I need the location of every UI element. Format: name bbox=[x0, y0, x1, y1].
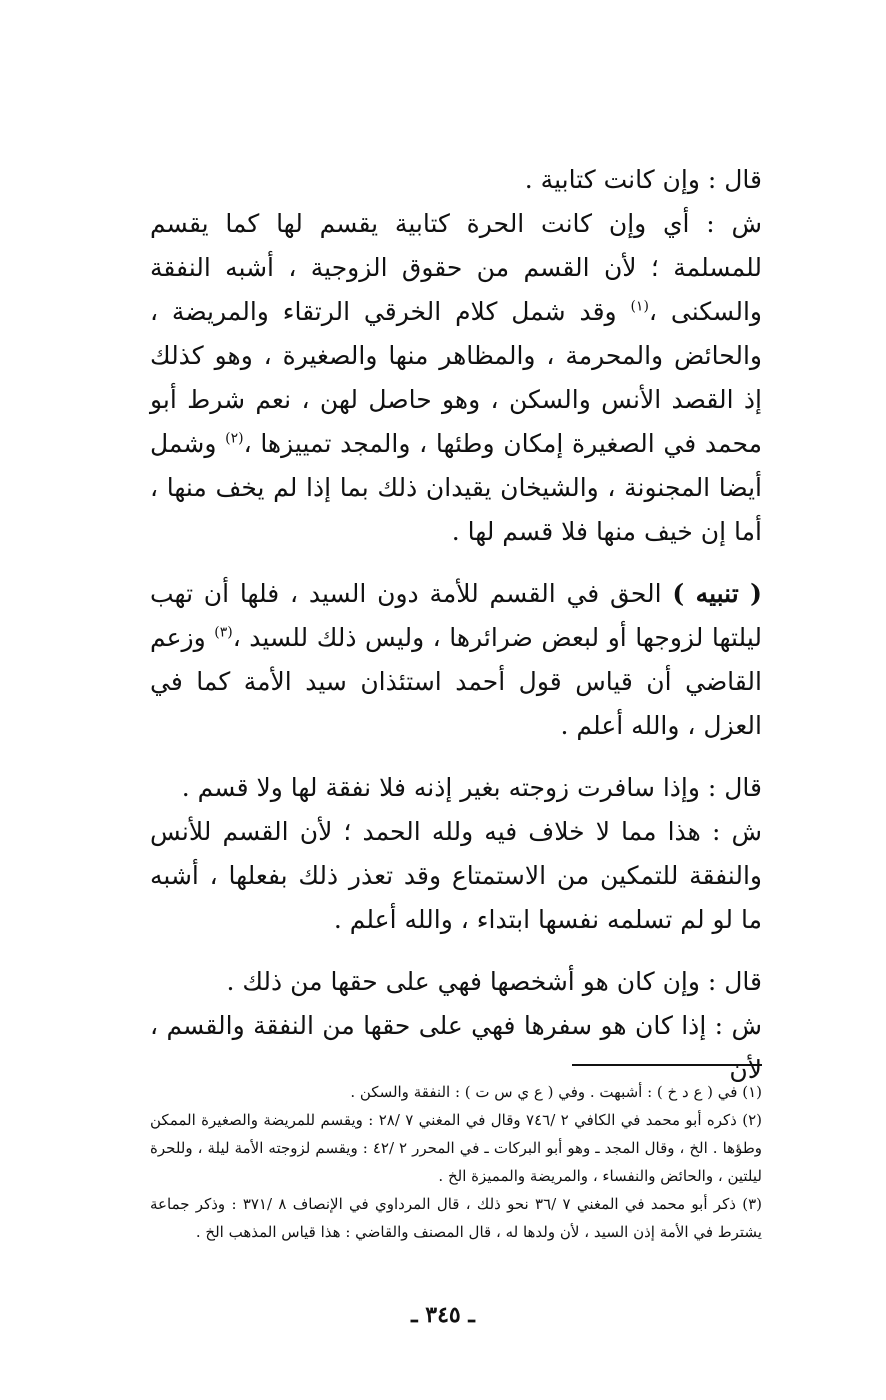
footnote-ref-2: (٢) bbox=[225, 430, 244, 447]
paragraph-2-text-c: وشمل أيضا المجنونة ، والشيخان يقيدان ذلك بما إذا لم يخف منها ، أما إن خيف منها فلا قسم لها . bbox=[150, 429, 762, 546]
main-text bbox=[150, 158, 762, 1092]
footnote-ref-1: (١) bbox=[630, 298, 649, 315]
paragraph-2-text-a: ش : أي وإن كانت الحرة كتابية يقسم لها كما يقسم للمسلمة ؛ لأن القسم من حقوق الزوجية ، أشبه النفقة والسكنى ، bbox=[150, 209, 762, 326]
footnote-ref-3: (٣) bbox=[214, 624, 233, 641]
paragraph-4: قال : وإذا سافرت زوجته بغير إذنه فلا نفقة لها ولا قسم . bbox=[181, 773, 762, 802]
footnote-divider bbox=[572, 1064, 762, 1066]
paragraph-3 bbox=[150, 572, 762, 748]
paragraph-2 bbox=[150, 202, 762, 554]
footnote-3: (٣) ذكر أبو محمد في المغني ٧ /٣٦ نحو ذلك ، قال المرداوي في الإنصاف ٨ /٣٧١ : وذكر جماعة يشترط في الأمة إذن السيد ، لأن ولدها له ، قال المصنف والقاضي : هذا قياس المذهب الخ . bbox=[150, 1195, 762, 1241]
paragraph-5: ش : هذا مما لا خلاف فيه ولله الحمد ؛ لأن القسم للأنس والنفقة للتمكين من الاستمتاع وقد تعذر ذلك بفعلها ، أشبه ما لو لم تسلمه نفسها ابتداء ، والله أعلم . bbox=[150, 817, 762, 934]
paragraph-3-text-a: الحق في القسم للأمة دون السيد ، فلها أن تهب ليلتها لزوجها أو لبعض ضرائرها ، وليس ذلك للسيد ، bbox=[150, 579, 762, 652]
paragraph-3-text-b: وزعم القاضي أن قياس قول أحمد استئذان سيد الأمة كما في العزل ، والله أعلم . bbox=[150, 623, 762, 740]
page-number: ـ ٣٤٥ ـ bbox=[411, 1302, 475, 1328]
footnotes bbox=[150, 1078, 762, 1246]
note-label: ( تنبيه ) bbox=[672, 579, 763, 608]
footnote-2: (٢) ذكره أبو محمد في الكافي ٢ /٧٤٦ وقال في المغني ٧ /٢٨ : ويقسم للمريضة والصغيرة الممكن وطؤها . الخ ، وقال المجد ـ وهو أبو البركات ـ في المحرر ٢ /٤٢ : ويقسم لزوجته الأمة ليلة ، وللحرة ليلتين ، والحائض والنفساء ، والمريضة والمميزة الخ . bbox=[150, 1111, 763, 1185]
paragraph-1: قال : وإن كانت كتابية . bbox=[524, 165, 762, 194]
paragraph-6: قال : وإن كان هو أشخصها فهي على حقها من ذلك . bbox=[226, 967, 762, 996]
paragraph-2-text-b: وقد شمل كلام الخرقي الرتقاء والمريضة ، والحائض والمحرمة ، والمظاهر منها والصغيرة ، وهو كذلك إذ القصد الأنس والسكن ، وهو حاصل لهن ، نعم شرط أبو محمد في الصغيرة إمكان وطئها ، والمجد تمييزها ، bbox=[150, 297, 762, 458]
paragraph-7: ش : إذا كان هو سفرها فهي على حقها من النفقة والقسم ، لأن bbox=[150, 1011, 762, 1084]
footnote-1: (١) في ( ع د خ ) : أشبهت . وفي ( ع ي س ت ) : النفقة والسكن . bbox=[350, 1083, 762, 1101]
